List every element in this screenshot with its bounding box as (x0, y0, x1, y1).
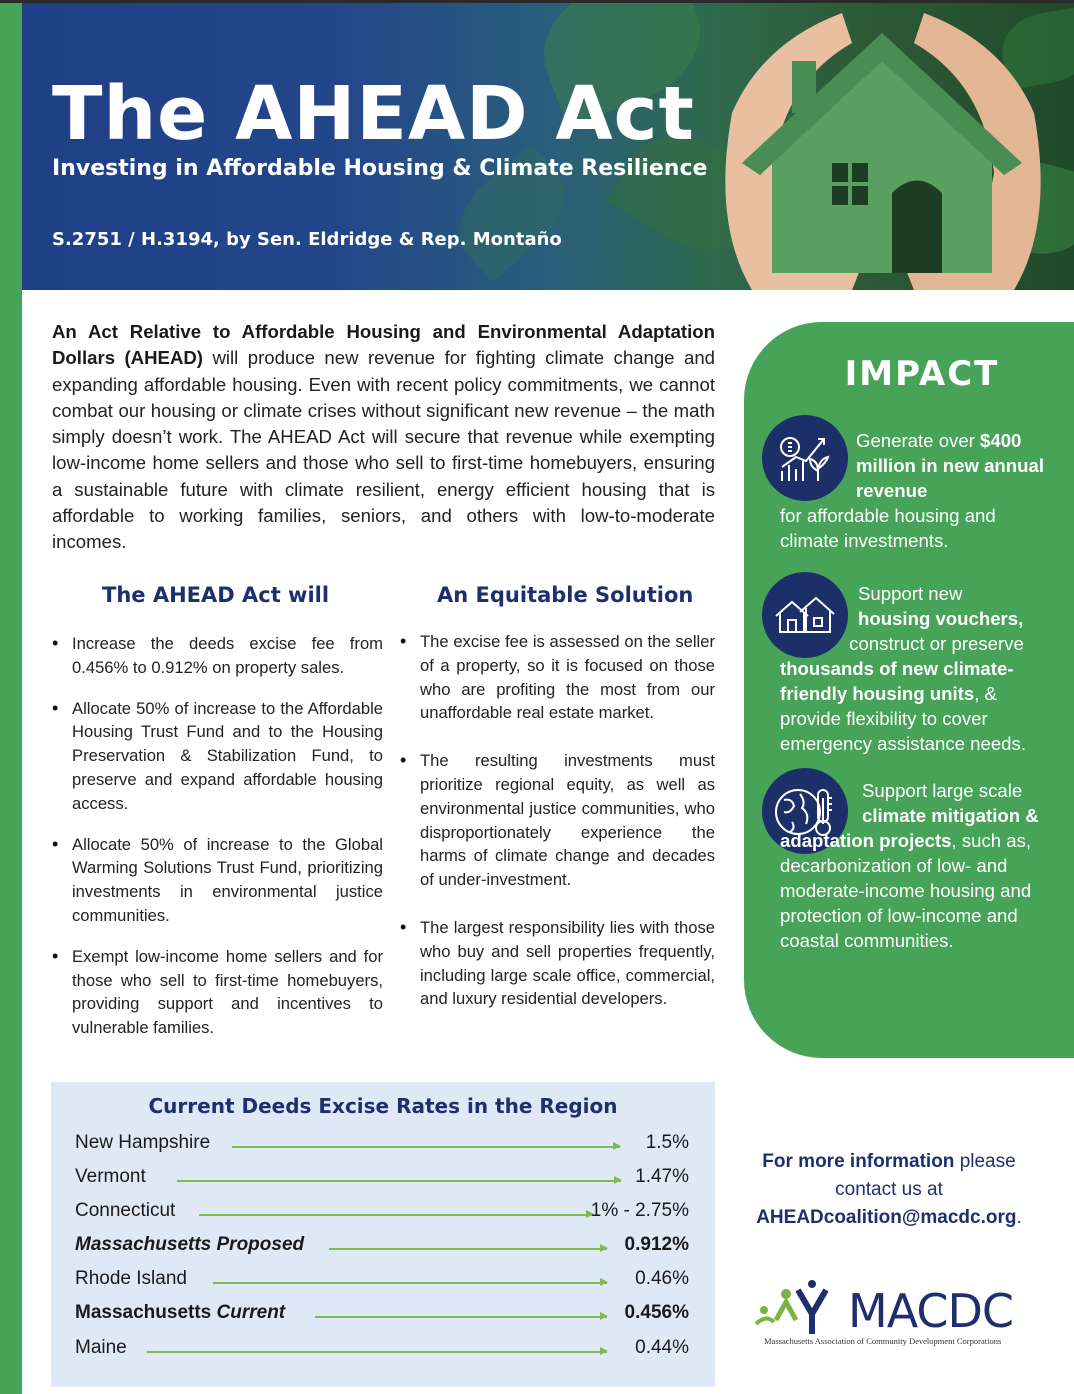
impact-item-climate: Support large scale climate mitigation & adaptation projects, such as, decarbonization of low- and moderate-income housing and protection of low-income and coastal communities. (780, 780, 1039, 951)
equitable-heading: An Equitable Solution (437, 583, 694, 607)
excise-rates-table (51, 1082, 715, 1387)
rate-row (75, 1234, 689, 1260)
list-item: • Allocate 50% of increase to the Global Warming Solutions Trust Fund, prioritizing investments in environmental justice communities. (52, 833, 383, 928)
impact-card (744, 322, 1074, 1058)
header-banner (22, 3, 1074, 290)
logo-figures-icon (752, 1280, 852, 1336)
list-item: • The largest responsibility lies with those who buy and sell properties frequently, including large scale office, commercial, and luxury residential developers. (400, 916, 715, 1011)
rate-value: 0.912% (624, 1234, 689, 1255)
intro-paragraph (52, 319, 715, 556)
bill-reference: S.2751 / H.3194, by Sen. Eldridge & Rep. Montaño (52, 229, 562, 250)
page-subtitle: Investing in Affordable Housing & Climate Resilience (52, 156, 708, 181)
rate-state: Maine (75, 1337, 127, 1358)
arrow-line (232, 1146, 620, 1148)
house-in-hands-icon (692, 3, 1074, 290)
rate-state: Massachusetts Proposed (75, 1234, 305, 1255)
left-accent-bar (0, 3, 22, 1394)
intro-body: will produce new revenue for fighting climate change and expanding affordable housing. Even with recent policy commitments, we cannot combat our housing or climate crises without significant new revenue – the math simply doesn’t work. The AHEAD Act will secure that revenue while exempting low-income home sellers and those who sell to first-time homebuyers, ensuring a sustainable future with climate resilient, energy efficient housing that is affordable to working families, seniors, and others with low-to-moderate incomes. (52, 347, 716, 553)
rate-value: 1.47% (635, 1166, 689, 1187)
list-item: • Exempt low-income home sellers and for those who sell to first-time homebuyers, providing support and incentives to vulnerable families. (52, 945, 383, 1040)
will-heading: The AHEAD Act will (102, 583, 330, 607)
equitable-list-column (400, 630, 715, 1011)
rate-row (75, 1302, 689, 1328)
impact-item-revenue: Generate over $400 million in new annual revenue (856, 430, 1045, 501)
arrow-line (177, 1180, 621, 1182)
intro-lead: An Act Relative to Affordable Housing and Environmental Adaptation Dollars (AHEAD) (52, 321, 715, 369)
page-title: The AHEAD Act (52, 71, 695, 157)
rate-state: Massachusetts Current (75, 1302, 286, 1323)
rate-state: New Hampshire (75, 1132, 211, 1153)
contact-email-link[interactable]: AHEADcoalition@macdc.org (756, 1207, 1017, 1228)
arrow-line (199, 1214, 593, 1216)
rate-row (75, 1337, 689, 1363)
rate-value: 0.46% (635, 1268, 689, 1289)
logo-wordmark: MACDC (848, 1284, 1014, 1338)
rate-state: Connecticut (75, 1200, 176, 1221)
rate-row (75, 1132, 689, 1158)
impact-item-housing: Support new housing vouchers, construct or preserve thousands of new climate-friendly housing units, & provide flexibility to cover emergency assistance needs. (780, 583, 1026, 754)
rate-state: Vermont (75, 1166, 146, 1187)
rate-value: 1.5% (645, 1132, 689, 1153)
impact-title: IMPACT (844, 354, 1000, 394)
list-item: • The resulting investments must prioritize regional equity, as well as environmental justice communities, who disproportionately experience the harms of climate change and decades of under-investment. (400, 749, 715, 892)
arrow-line (329, 1248, 607, 1250)
rate-value: 0.456% (624, 1302, 689, 1323)
arrow-line (315, 1316, 607, 1318)
list-item: • Allocate 50% of increase to the Affordable Housing Trust Fund and to the Housing Preservation & Stabilization Fund, to preserve and expand affordable housing access. (52, 697, 383, 816)
rate-row (75, 1166, 689, 1192)
logo-tagline: Massachusetts Association of Community Development Corporations (764, 1336, 1002, 1346)
rate-value: 0.44% (635, 1337, 689, 1358)
list-item: • Increase the deeds excise fee from 0.456% to 0.912% on property sales. (52, 632, 383, 680)
will-list-column (52, 632, 383, 1040)
rate-row (75, 1200, 689, 1226)
arrow-line (147, 1351, 607, 1353)
contact-info: For more information please contact us at AHEADcoalition@macdc.org. (756, 1151, 1022, 1228)
macdc-logo (752, 1278, 1032, 1352)
rate-state: Rhode Island (75, 1268, 187, 1289)
rate-row (75, 1268, 689, 1294)
rate-value: 1% - 2.75% (590, 1200, 689, 1221)
list-item: • The excise fee is assessed on the seller of a property, so it is focused on those who are profiting the most from our unaffordable real estate market. (400, 630, 715, 725)
rates-title: Current Deeds Excise Rates in the Region (148, 1094, 618, 1118)
arrow-line (213, 1282, 607, 1284)
impact-item-revenue-cont: for affordable housing and climate investments. (780, 505, 996, 551)
revenue-growth-icon (762, 415, 848, 501)
